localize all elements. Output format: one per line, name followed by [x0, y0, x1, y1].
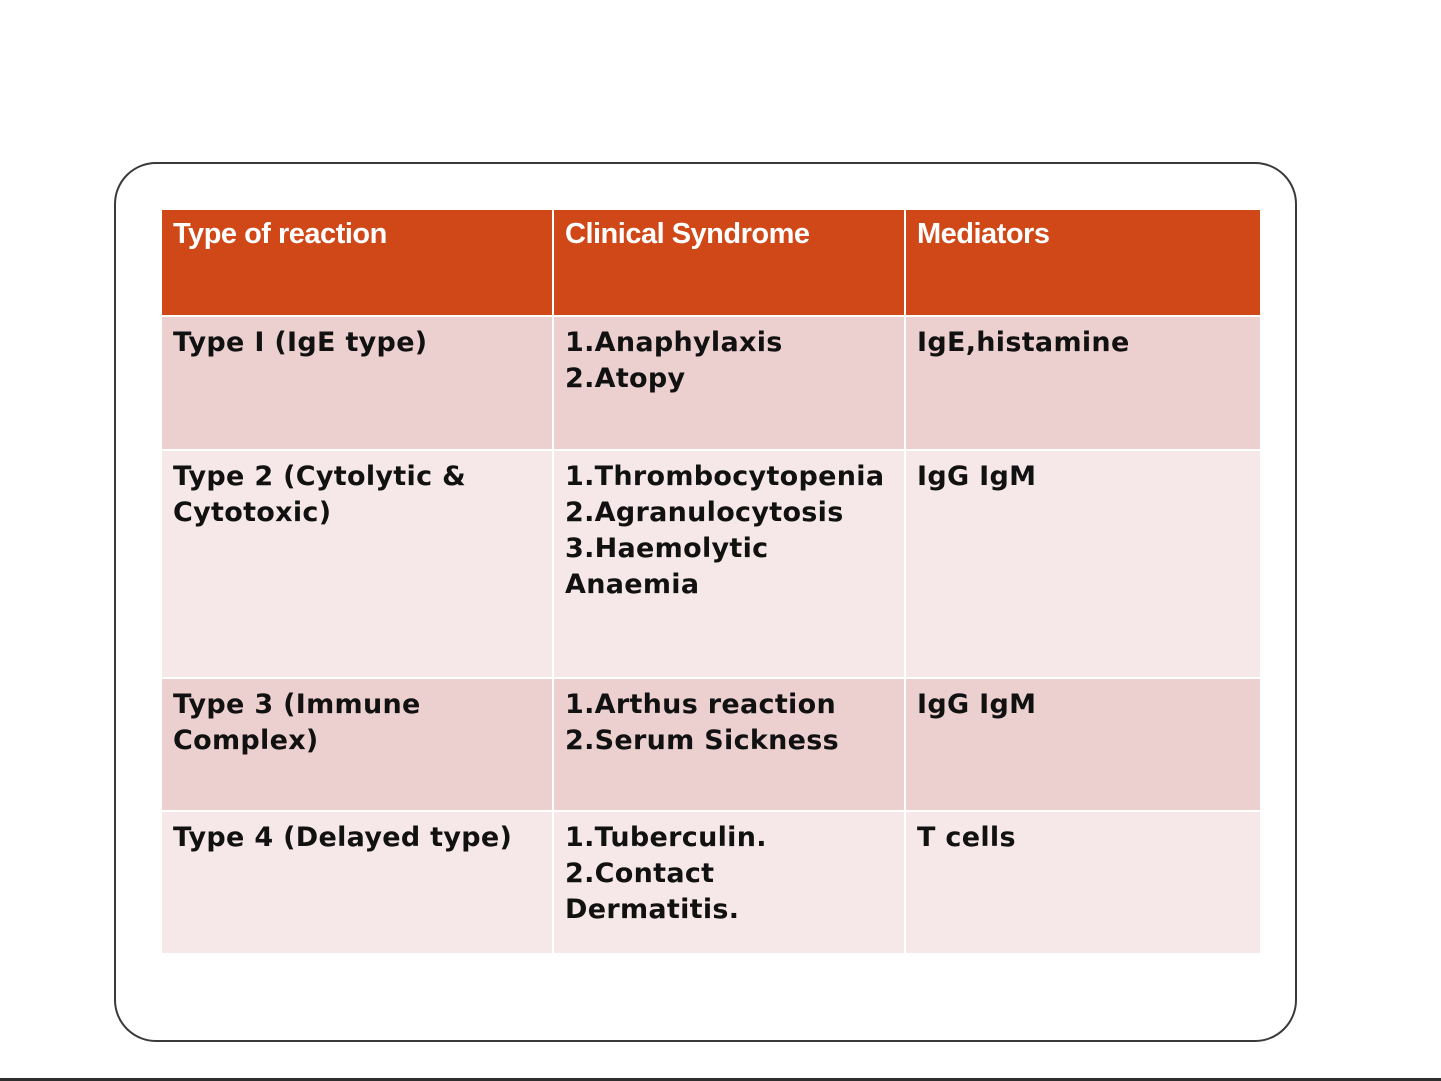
reaction-type-cell: Type I (IgE type) — [162, 316, 553, 450]
mediators-cell: IgE,histamine — [905, 316, 1260, 450]
header-clinical-syndrome: Clinical Syndrome — [553, 210, 905, 316]
clinical-syndrome-cell — [553, 678, 905, 811]
mediators-cell: IgG IgM — [905, 678, 1260, 811]
clinical-syndrome-cell — [553, 811, 905, 953]
syndrome-item: 2.Atopy — [565, 363, 686, 394]
table-row — [162, 678, 1260, 811]
syndrome-item: 3.Haemolytic Anaemia — [565, 533, 769, 600]
reaction-type-cell: Type 4 (Delayed type) — [162, 811, 553, 953]
syndrome-item: 1.Arthus reaction — [565, 689, 836, 720]
table-header-row — [162, 210, 1260, 316]
syndrome-item: 2.Serum Sickness — [565, 725, 840, 756]
syndrome-item: 1.Anaphylaxis — [565, 327, 783, 358]
clinical-syndrome-cell — [553, 316, 905, 450]
mediators-cell: IgG IgM — [905, 450, 1260, 678]
reaction-type-cell: Type 2 (Cytolytic & Cytotoxic) — [162, 450, 553, 678]
reaction-type-cell: Type 3 (Immune Complex) — [162, 678, 553, 811]
header-mediators: Mediators — [905, 210, 1260, 316]
syndrome-item: 2.Contact Dermatitis. — [565, 858, 740, 925]
clinical-syndrome-cell — [553, 450, 905, 678]
table-row — [162, 316, 1260, 450]
syndrome-item: 2.Agranulocytosis — [565, 497, 844, 528]
syndrome-item: 1.Thrombocytopenia — [565, 461, 885, 492]
syndrome-item: 1.Tuberculin. — [565, 822, 767, 853]
hypersensitivity-table — [162, 210, 1260, 953]
table-row — [162, 450, 1260, 678]
mediators-cell: T cells — [905, 811, 1260, 953]
header-type-of-reaction: Type of reaction — [162, 210, 553, 316]
table-row — [162, 811, 1260, 953]
